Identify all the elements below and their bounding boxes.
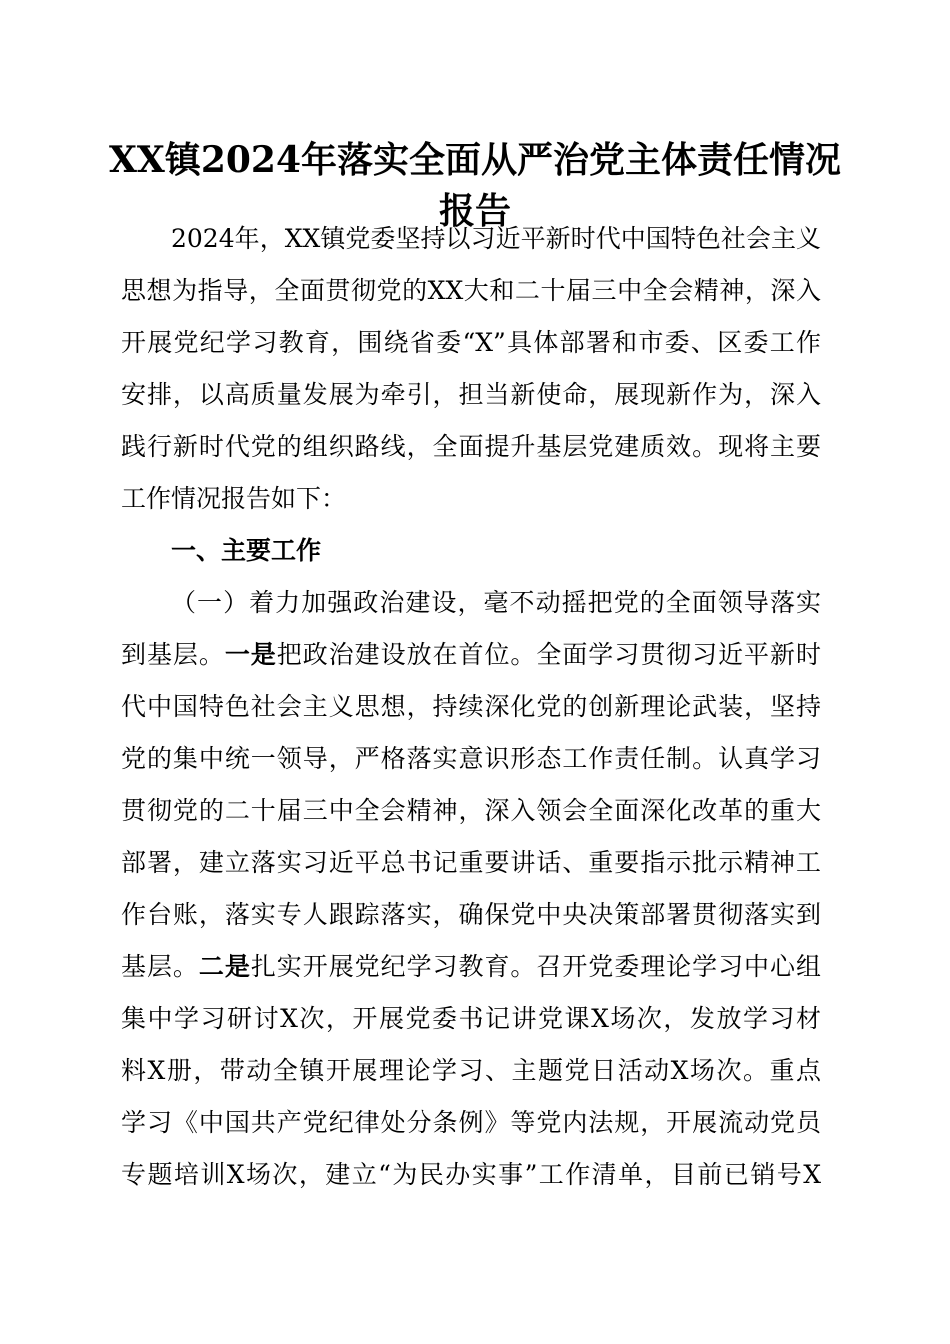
intro-line-6: 工作情况报告如下：: [121, 484, 347, 513]
intro-line-2: 思想为指导，全面贯彻党的XX大和二十届三中全会精神，深入: [121, 276, 821, 305]
body-line-9: 集中学习研讨X次，开展党委书记讲党课X场次，发放学习材: [121, 1004, 821, 1033]
body-line-8-text-b: 扎实开展党纪学习教育。召开党委理论学习中心组: [250, 952, 821, 981]
document-title-line-2: 报告: [438, 190, 511, 232]
body-line-2: [121, 637, 821, 673]
body-line-6: 部署，建立落实习近平总书记重要讲话、重要指示批示精神工: [121, 848, 821, 877]
body-line-11: 学习《中国共产党纪律处分条例》等党内法规，开展流动党员: [121, 1108, 821, 1137]
body-line-7: 作台账，落实专人跟踪落实，确保党中央决策部署贯彻落实到: [121, 900, 821, 929]
intro-line-4: 安排，以高质量发展为牵引，担当新使命，展现新作为，深入: [121, 380, 821, 409]
intro-line-3: 开展党纪学习教育，围绕省委“X”具体部署和市委、区委工作: [121, 328, 821, 357]
document-title-line-1: XX镇2024年落实全面从严治党主体责任情况: [108, 139, 842, 181]
body-line-8-text-a: 基层。: [121, 952, 199, 981]
body-line-5: 贯彻党的二十届三中全会精神，深入领会全面深化改革的重大: [121, 796, 821, 825]
bold-marker-first: 一是: [224, 640, 277, 669]
body-line-2-text-a: 到基层。: [121, 640, 225, 669]
body-line-2-text-b: 把政治建设放在首位。全面学习贯彻习近平新时: [276, 640, 821, 669]
bold-marker-second: 二是: [198, 952, 251, 981]
body-line-3: 代中国特色社会主义思想，持续深化党的创新理论武装，坚持: [121, 692, 821, 721]
section-heading-main-work: 一、主要工作: [171, 536, 322, 565]
intro-line-1: 2024年，XX镇党委坚持以习近平新时代中国特色社会主义: [171, 224, 821, 253]
body-line-4: 党的集中统一领导，严格落实意识形态工作责任制。认真学习: [121, 744, 821, 773]
body-line-12: 专题培训X场次，建立“为民办实事”工作清单，目前已销号X: [121, 1160, 821, 1189]
body-line-1: （一）着力加强政治建设，毫不动摇把党的全面领导落实: [171, 588, 821, 617]
body-line-8: [121, 949, 821, 985]
body-line-10: 料X册，带动全镇开展理论学习、主题党日活动X场次。重点: [121, 1056, 821, 1085]
intro-line-5: 践行新时代党的组织路线，全面提升基层党建质效。现将主要: [121, 432, 821, 461]
